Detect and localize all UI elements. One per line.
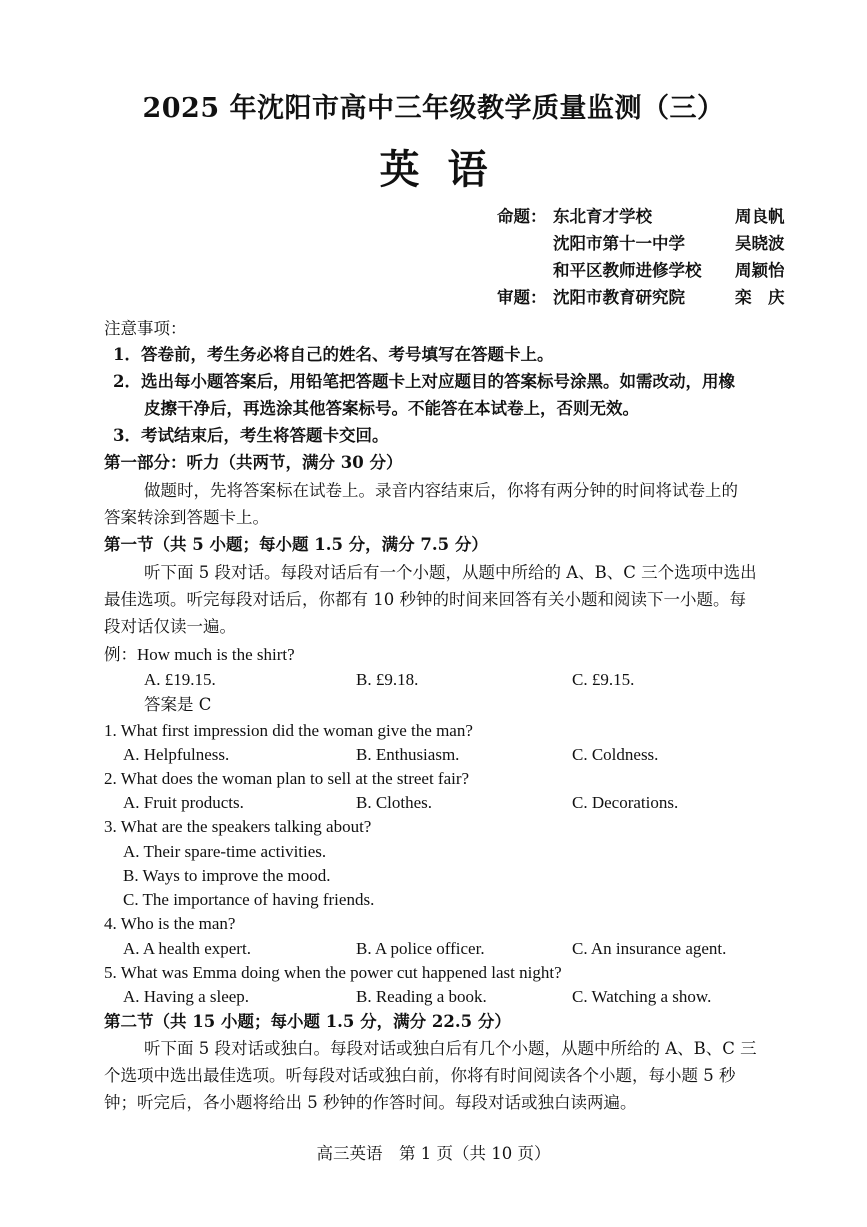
question-5: 5. What was Emma doing when the power cut happened last night? bbox=[104, 963, 562, 982]
note-item-2b: 皮擦干净后，再选涂其他答案标号。不能答在本试卷上，否则无效。 bbox=[144, 399, 639, 418]
credit-row: 和平区教师进修学校 周颖怡 bbox=[553, 261, 785, 280]
q5-option-a: A. Having a sleep. bbox=[123, 987, 250, 1006]
q3-option-a: A. Their spare-time activities. bbox=[123, 842, 327, 861]
credit-row: 命题： 东北育才学校 周良帆 bbox=[497, 207, 785, 226]
part1-intro-2: 答案转涂到答题卡上。 bbox=[104, 508, 269, 527]
q5-option-b: B. Reading a book. bbox=[356, 987, 487, 1006]
q4-option-b: B. A police officer. bbox=[356, 939, 485, 958]
q2-option-a: A. Fruit products. bbox=[123, 793, 244, 812]
q3-option-c: C. The importance of having friends. bbox=[123, 890, 375, 909]
exam-title: 2025 年沈阳市高中三年级教学质量监测（三） bbox=[142, 93, 725, 124]
example-answer: 答案是 C bbox=[144, 695, 212, 714]
q1-option-a: A. Helpfulness. bbox=[123, 745, 230, 764]
question-2: 2. What does the woman plan to sell at the street fair? bbox=[104, 769, 470, 788]
q1-option-c: C. Coldness. bbox=[572, 745, 659, 764]
q4-option-a: A. A health expert. bbox=[123, 939, 251, 958]
credit-row: 沈阳市第十一中学 吴晓波 bbox=[553, 234, 785, 253]
q2-option-c: C. Decorations. bbox=[572, 793, 679, 812]
section2-intro-3: 钟；听完后，各小题将给出 5 秒钟的作答时间。每段对话或独白读两遍。 bbox=[104, 1093, 637, 1112]
q5-option-c: C. Watching a show. bbox=[572, 987, 712, 1006]
subject-char-1: 英 bbox=[379, 146, 420, 193]
section2-intro-1: 听下面 5 段对话或独白。每段对话或独白后有几个小题，从题中所给的 A、B、C 三 bbox=[144, 1039, 757, 1058]
subject-title bbox=[0, 138, 867, 195]
question-4: 4. Who is the man? bbox=[104, 914, 236, 933]
section2-heading: 第二节（共 15 小题；每小题 1.5 分，满分 22.5 分） bbox=[104, 1012, 511, 1031]
notes-heading: 注意事项： bbox=[104, 319, 187, 338]
note-item-1: 1．答卷前，考生务必将自己的姓名、考号填写在答题卡上。 bbox=[113, 345, 554, 364]
part1-intro-1: 做题时，先将答案标在试卷上。录音内容结束后，你将有两分钟的时间将试卷上的 bbox=[144, 481, 738, 500]
section1-intro-1: 听下面 5 段对话。每段对话后有一个小题，从题中所给的 A、B、C 三个选项中选出 bbox=[144, 563, 757, 582]
credit-row: 审题： 沈阳市教育研究院 栾 庆 bbox=[497, 288, 785, 307]
q4-option-c: C. An insurance agent. bbox=[572, 939, 727, 958]
section1-intro-3: 段对话仅读一遍。 bbox=[104, 617, 236, 636]
section2-intro-2: 个选项中选出最佳选项。听每段对话或独白前，你将有时间阅读各个小题，每小题 5 秒 bbox=[104, 1066, 736, 1085]
q2-option-b: B. Clothes. bbox=[356, 793, 433, 812]
section1-heading: 第一节（共 5 小题；每小题 1.5 分，满分 7.5 分） bbox=[104, 535, 488, 554]
question-1: 1. What first impression did the woman give the man? bbox=[104, 721, 473, 740]
example-option-b: B. £9.18. bbox=[356, 670, 419, 689]
example-option-c: C. £9.15. bbox=[572, 670, 635, 689]
note-item-3: 3．考试结束后，考生将答题卡交回。 bbox=[113, 426, 389, 445]
part1-heading: 第一部分：听力（共两节，满分 30 分） bbox=[104, 453, 403, 472]
example-question: 例：How much is the shirt? bbox=[104, 645, 295, 664]
example-option-a: A. £19.15. bbox=[144, 670, 216, 689]
section1-intro-2: 最佳选项。听完每段对话后，你都有 10 秒钟的时间来回答有关小题和阅读下一小题。每 bbox=[104, 590, 746, 609]
page-footer: 高三英语 第 1 页（共 10 页） bbox=[316, 1144, 551, 1163]
subject-char-2: 语 bbox=[447, 146, 488, 193]
q3-option-b: B. Ways to improve the mood. bbox=[123, 866, 331, 885]
note-item-2a: 2．选出每小题答案后，用铅笔把答题卡上对应题目的答案标号涂黑。如需改动，用橡 bbox=[113, 372, 735, 391]
question-3: 3. What are the speakers talking about? bbox=[104, 817, 372, 836]
q1-option-b: B. Enthusiasm. bbox=[356, 745, 460, 764]
